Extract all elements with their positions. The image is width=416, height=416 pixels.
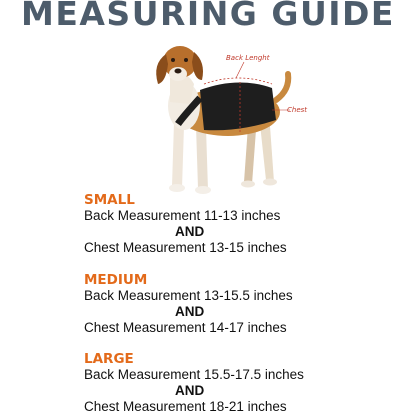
size-heading: LARGE (84, 351, 134, 367)
chest-measurement: Chest Measurement 18-21 inches (84, 399, 287, 414)
size-small (84, 192, 404, 256)
page-title: MEASURING GUIDE (21, 0, 395, 33)
chest-callout: Chest (287, 106, 308, 114)
chest-measurement: Chest Measurement 13-15 inches (84, 240, 287, 255)
back-measurement: Back Measurement 15.5-17.5 inches (84, 367, 304, 382)
and-label: AND (175, 224, 205, 239)
back-measurement: Back Measurement 11-13 inches (84, 208, 281, 223)
size-medium (84, 272, 404, 336)
dog-illustration (140, 34, 320, 194)
and-label: AND (175, 304, 205, 319)
back-measurement: Back Measurement 13-15.5 inches (84, 288, 293, 303)
size-heading: MEDIUM (84, 272, 148, 288)
chest-measurement: Chest Measurement 14-17 inches (84, 320, 287, 335)
size-large (84, 351, 404, 415)
size-heading: SMALL (84, 192, 135, 208)
back-length-callout: Back Lenght (226, 54, 270, 62)
and-label: AND (175, 383, 205, 398)
